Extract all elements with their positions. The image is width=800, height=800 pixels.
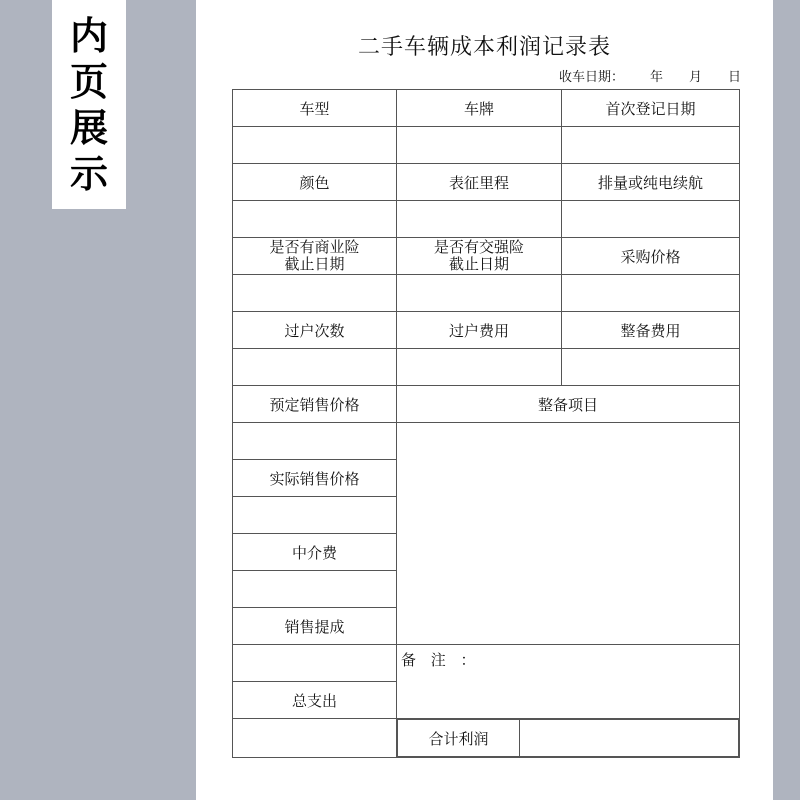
profit-row (397, 719, 739, 757)
reconditioning-items-field[interactable] (397, 423, 740, 645)
compulsory-insurance-line2: 截止日期 (448, 255, 509, 273)
document-page (196, 0, 773, 800)
table-row (233, 645, 740, 682)
table-row (233, 275, 740, 312)
purchase-price-field[interactable] (562, 275, 740, 312)
commercial-insurance-field[interactable] (233, 275, 397, 312)
transfer-fee-field[interactable] (397, 349, 562, 386)
table-row (233, 201, 740, 238)
plate-field[interactable] (397, 127, 562, 164)
total-expense-label: 总支出 (233, 682, 397, 719)
year-label: 年 (649, 70, 663, 85)
record-table (232, 89, 740, 758)
displacement-field[interactable] (562, 201, 740, 238)
agent-fee-field[interactable] (233, 571, 397, 608)
odometer-label: 表征里程 (397, 164, 562, 201)
month-label: 月 (688, 70, 702, 85)
first-registration-label: 首次登记日期 (562, 90, 740, 127)
actual-price-field[interactable] (233, 497, 397, 534)
commercial-insurance-line2: 截止日期 (284, 255, 345, 273)
commercial-insurance-line1: 是否有商业险 (269, 238, 360, 256)
receive-date-line (559, 66, 741, 85)
notes-field[interactable] (397, 645, 740, 719)
transfer-count-field[interactable] (233, 349, 397, 386)
table-row (233, 127, 740, 164)
table-row (233, 719, 740, 758)
compulsory-insurance-field[interactable] (397, 275, 562, 312)
transfer-count-label: 过户次数 (233, 312, 397, 349)
date-label: 收车日期： (558, 70, 624, 85)
total-expense-field[interactable] (233, 719, 397, 758)
vehicle-model-field[interactable] (233, 127, 397, 164)
badge-char: 页 (69, 58, 108, 104)
agent-fee-label: 中介费 (233, 534, 397, 571)
table-row (233, 90, 740, 127)
table-row (233, 386, 740, 423)
commercial-insurance-label (233, 238, 397, 275)
table-row (233, 164, 740, 201)
profit-cell (397, 719, 740, 758)
color-label: 颜色 (233, 164, 397, 201)
purchase-price-label: 采购价格 (562, 238, 740, 275)
commission-field[interactable] (233, 645, 397, 682)
vehicle-model-label: 车型 (233, 90, 397, 127)
transfer-fee-label: 过户费用 (397, 312, 562, 349)
badge-char: 示 (69, 150, 108, 196)
displacement-label: 排量或纯电续航 (562, 164, 740, 201)
commission-label: 销售提成 (233, 608, 397, 645)
odometer-field[interactable] (397, 201, 562, 238)
table-row (233, 238, 740, 275)
reconditioning-fee-field[interactable] (562, 349, 740, 386)
reconditioning-items-label: 整备项目 (397, 386, 740, 423)
total-profit-field[interactable] (520, 720, 739, 757)
table-row (233, 349, 740, 386)
compulsory-insurance-line1: 是否有交强险 (433, 238, 524, 256)
reconditioning-fee-label: 整备费用 (562, 312, 740, 349)
compulsory-insurance-label (397, 238, 562, 275)
badge-char: 内 (69, 12, 108, 58)
document-title: 二手车辆成本利润记录表 (357, 35, 611, 60)
table-row (233, 312, 740, 349)
plate-label: 车牌 (397, 90, 562, 127)
badge-char: 展 (69, 104, 108, 150)
first-registration-field[interactable] (562, 127, 740, 164)
expected-price-label: 预定销售价格 (233, 386, 397, 423)
total-profit-label: 合计利润 (398, 720, 520, 757)
color-field[interactable] (233, 201, 397, 238)
actual-price-label: 实际销售价格 (233, 460, 397, 497)
day-label: 日 (727, 70, 741, 85)
page-preview-badge (52, 0, 126, 209)
table-row (233, 423, 740, 460)
expected-price-field[interactable] (233, 423, 397, 460)
notes-label: 备 注 ： (401, 651, 481, 669)
